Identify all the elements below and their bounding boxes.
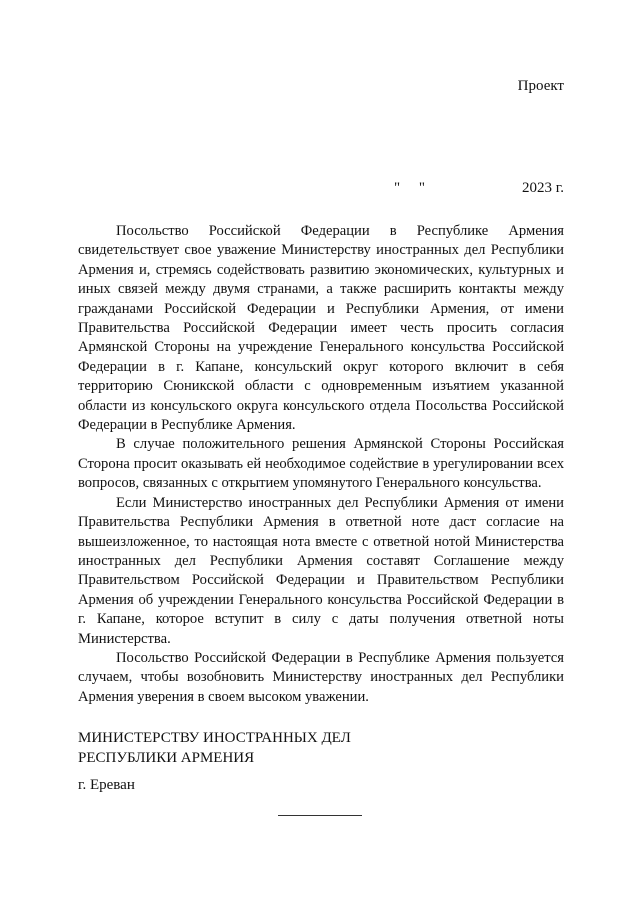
addressee-line-1: МИНИСТЕРСТВУ ИНОСТРАННЫХ ДЕЛ <box>78 730 351 746</box>
addressee-city: г. Ереван <box>78 777 135 793</box>
note-body <box>78 222 564 707</box>
date-day-placeholder: " " <box>394 180 425 196</box>
addressee-block <box>78 728 351 768</box>
body-paragraph-1: Посольство Российской Федерации в Республике Армения свидетельствует свое уважение Министерству иностранных дел Республики Армения и, стремясь содействовать развитию экономических, культурных и иных связей между двумя странами, а также расширить контакты между гражданами Российской Федерации и Республики Армения, от имени Правительства Российской Федерации имеет честь просить согласия Армянской Стороны на учреждение Генерального консульства Российской Федерации в г. Капане, консульский округ которого включит в себя территорию Сюникской области с одновременным изъятием указанной области из консульского округа консульского отдела Посольства Российской Федерации в Республике Армения. <box>78 223 564 434</box>
date-year: 2023 г. <box>522 180 564 196</box>
draft-stamp: Проект <box>517 78 564 94</box>
body-paragraph-2: В случае положительного решения Армянской Стороны Российская Сторона просит оказывать ей необходимое содействие в урегулировании всех вопросов, связанных с открытием упомянутого Генерального консульства. <box>78 436 564 492</box>
addressee-line-2: РЕСПУБЛИКИ АРМЕНИЯ <box>78 750 255 766</box>
body-paragraph-4: Посольство Российской Федерации в Республике Армения пользуется случаем, чтобы возобновить Министерству иностранных дел Республики Армения уверения в своем высоком уважении. <box>78 649 564 705</box>
end-separator-line <box>278 815 362 816</box>
date-line <box>78 178 564 198</box>
body-paragraph-3: Если Министерство иностранных дел Республики Армения от имени Правительства Республики Армения в ответной ноте даст согласие на вышеизложенное, то настоящая нота вместе с ответной нотой Министерства иностранных дел Республики Армения составят Соглашение между Правительством Российской Федерации и Правительством Республики Армения об учреждении Генерального консульства Российской Федерации в г. Капане, которое вступит в силу с даты получения ответной ноты Министерства. <box>78 494 564 647</box>
